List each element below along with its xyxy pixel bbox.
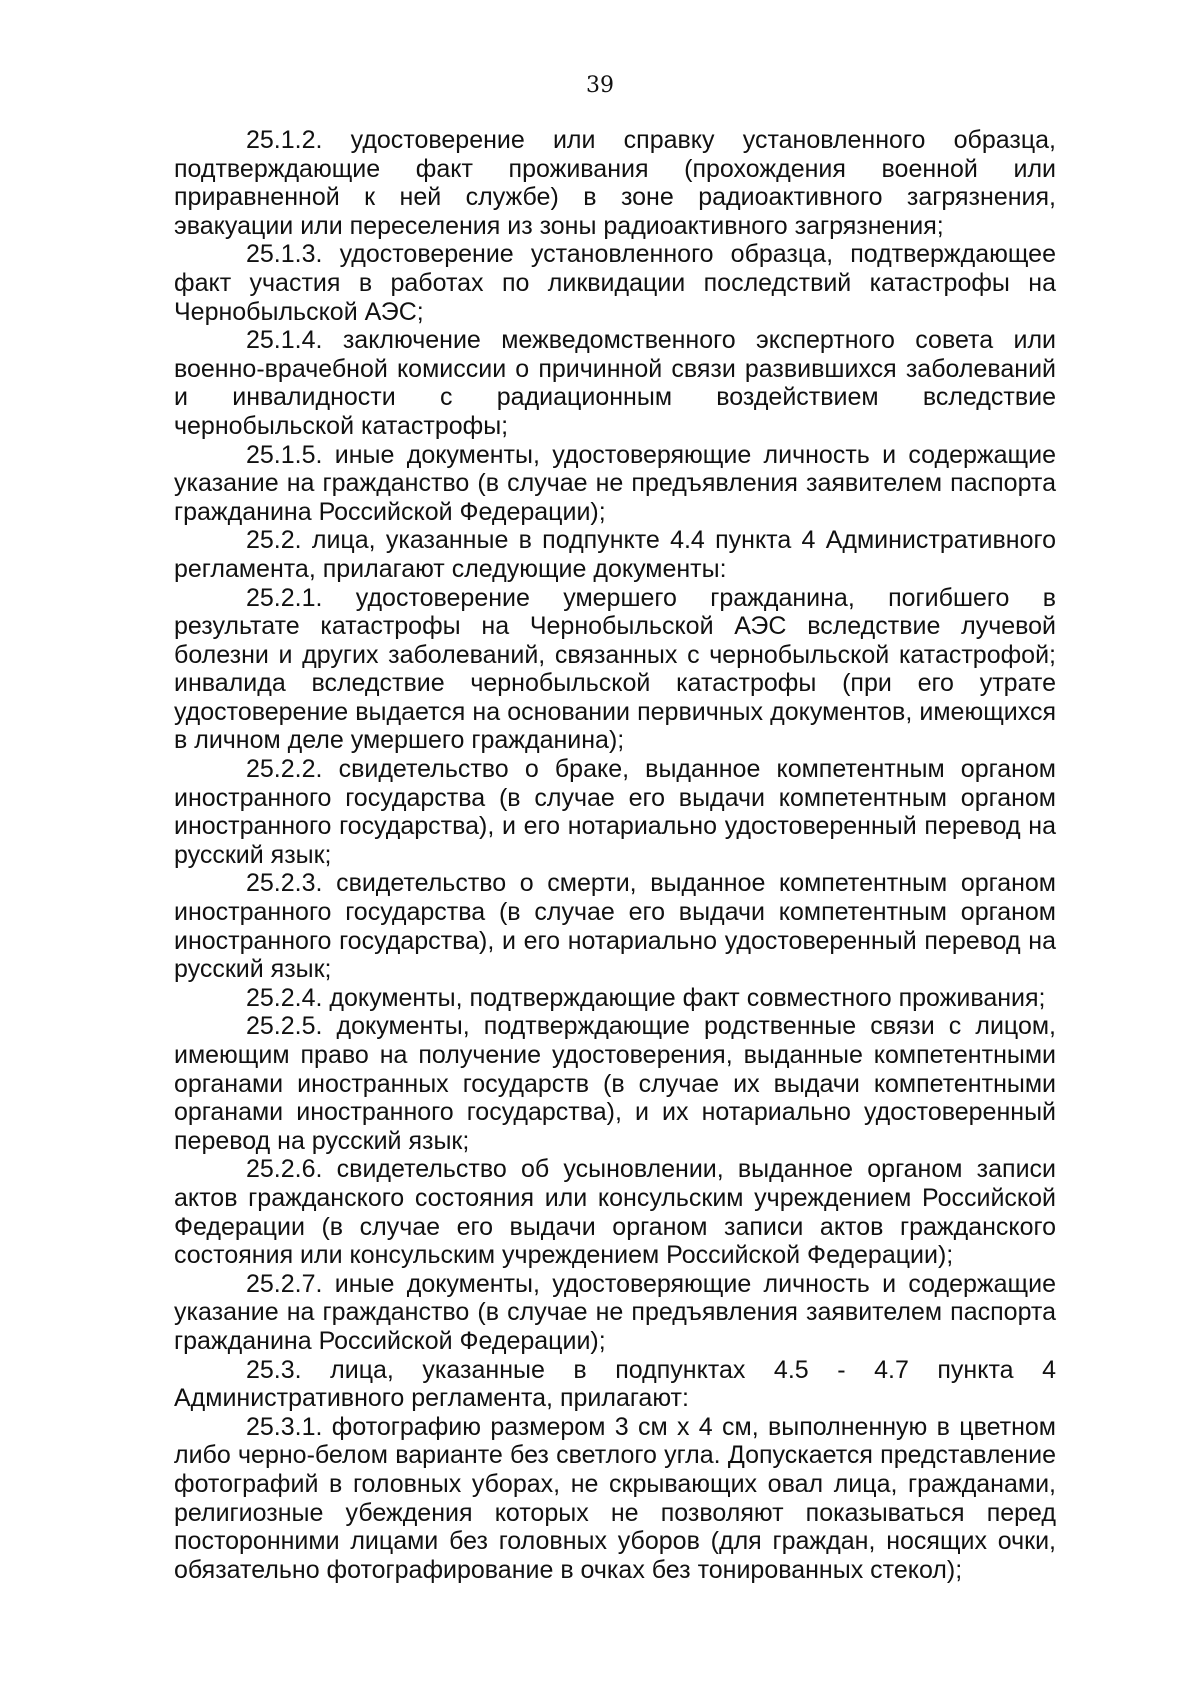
paragraph-25-2-1: 25.2.1. удостоверение умершего гражданина, погибшего в результате катастрофы на Чернобыльской АЭС вследствие лучевой болезни и других заболеваний, связанных с чернобыльской катастрофой; инвалида вследствие чернобыльской катастрофы (при его утрате удостоверение выдается на основании первичных документов, имеющихся в личном деле умершего гражданина);: [174, 583, 1056, 755]
paragraph-25-1-3: 25.1.3. удостоверение установленного образца, подтверждающее факт участия в работах по ликвидации последствий катастрофы на Чернобыльской АЭС;: [174, 240, 1056, 326]
paragraph-25-1-4: 25.1.4. заключение межведомственного экспертного совета или военно-врачебной комиссии о причинной связи развившихся заболеваний и инвалидности с радиационным воздействием вследствие чернобыльской катастрофы;: [174, 326, 1056, 440]
paragraph-25-2-7: 25.2.7. иные документы, удостоверяющие личность и содержащие указание на гражданство (в случае не предъявления заявителем паспорта гражданина Российской Федерации);: [174, 1269, 1056, 1355]
paragraph-25-2: 25.2. лица, указанные в подпункте 4.4 пункта 4 Административного регламента, прилагают следующие документы:: [174, 526, 1056, 583]
page-number: 39: [586, 73, 614, 98]
paragraph-25-2-3: 25.2.3. свидетельство о смерти, выданное компетентным органом иностранного государства (в случае его выдачи компетентным органом иностранного государства), и его нотариально удостоверенный перевод на русский язык;: [174, 869, 1056, 984]
paragraph-25-3-1: 25.3.1. фотографию размером 3 см x 4 см, выполненную в цветном либо черно-белом варианте без светлого угла. Допускается представление фотографий в головных уборах, не скрывающих овал лица, гражданами, религиозные убеждения которых не позволяют показываться перед посторонними лицами без головных уборов (для граждан, носящих очки, обязательно фотографирование в очках без тонированных стекол);: [174, 1412, 1056, 1584]
paragraph-25-2-4: 25.2.4. документы, подтверждающие факт совместного проживания;: [246, 983, 1046, 1012]
paragraph-25-2-6: 25.2.6. свидетельство об усыновлении, выданное органом записи актов гражданского состояния или консульским учреждением Российской Федерации (в случае его выдачи органом записи актов гражданского состояния или консульским учреждением Российской Федерации);: [174, 1155, 1056, 1270]
document-body: [174, 126, 1056, 1584]
paragraph-25-3: 25.3. лица, указанные в подпунктах 4.5 - 4.7 пункта 4 Административного регламента, прилагают:: [174, 1355, 1056, 1413]
paragraph-25-1-5: 25.1.5. иные документы, удостоверяющие личность и содержащие указание на гражданство (в случае не предъявления заявителем паспорта гражданина Российской Федерации);: [174, 440, 1056, 526]
paragraph-25-1-2: 25.1.2. удостоверение или справку установленного образца, подтверждающие факт проживания (прохождения военной или приравненной к ней службе) в зоне радиоактивного загрязнения, эвакуации или переселения из зоны радиоактивного загрязнения;: [174, 126, 1056, 240]
paragraph-25-2-2: 25.2.2. свидетельство о браке, выданное компетентным органом иностранного государства (в случае его выдачи компетентным органом иностранного государства), и его нотариально удостоверенный перевод на русский язык;: [174, 755, 1056, 869]
paragraph-25-2-5: 25.2.5. документы, подтверждающие родственные связи с лицом, имеющим право на получение удостоверения, выданные компетентными органами иностранных государств (в случае их выдачи компетентными органами иностранного государства), и их нотариально удостоверенный перевод на русский язык;: [174, 1012, 1056, 1155]
